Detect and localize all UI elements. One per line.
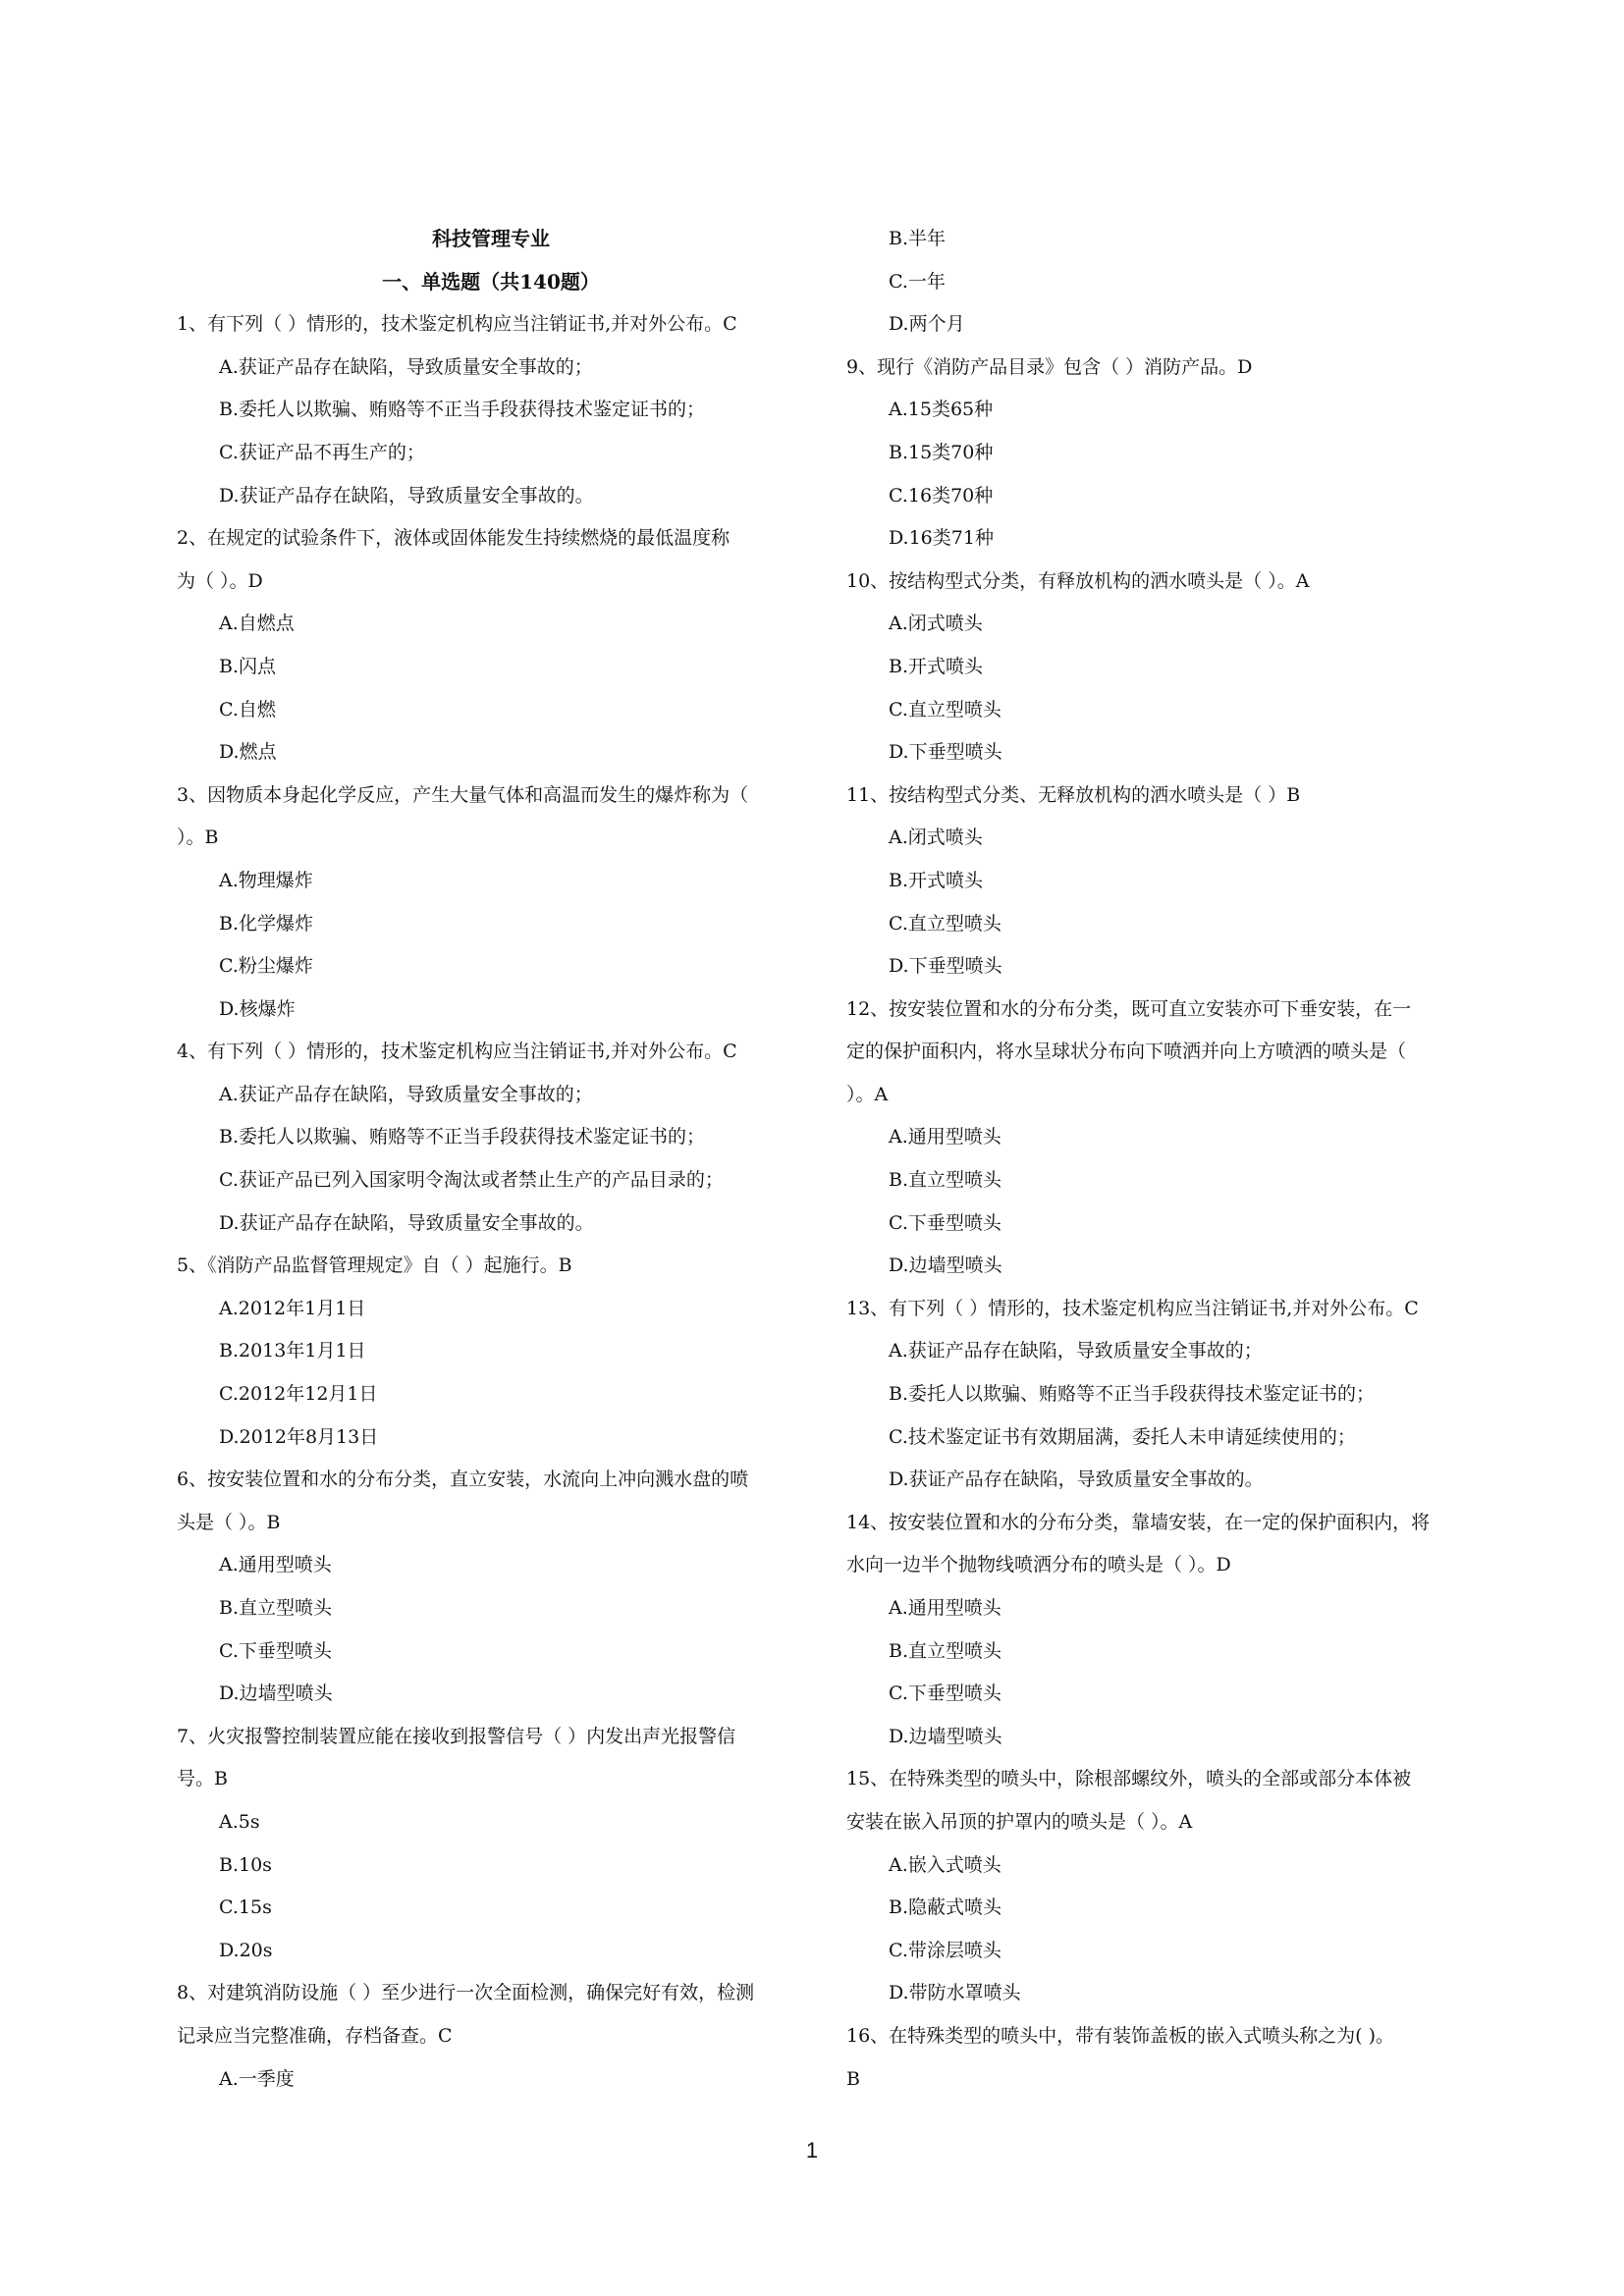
answer-option: B.闪点 — [219, 655, 277, 677]
question-text: B — [846, 2067, 860, 2090]
question-text: 头是（ ）。B — [177, 1511, 281, 1533]
question-text: 水向一边半个抛物线喷洒分布的喷头是（ ）。D — [846, 1554, 1231, 1576]
answer-option: A.通用型喷头 — [889, 1126, 1001, 1148]
answer-option: D.边墙型喷头 — [889, 1725, 1002, 1747]
answer-option: A.一季度 — [219, 2067, 295, 2090]
question-text: 为（ ）。D — [177, 569, 263, 592]
question-text: 定的保护面积内，将水呈球状分布向下喷洒并向上方喷洒的喷头是（ — [846, 1041, 1407, 1063]
answer-option: A.自燃点 — [219, 613, 295, 635]
answer-option: A.通用型喷头 — [219, 1554, 332, 1576]
question-text: ）。A — [846, 1083, 889, 1105]
answer-option: C.一年 — [889, 270, 946, 293]
answer-option: C.下垂型喷头 — [889, 1682, 1001, 1705]
answer-option: B.委托人以欺骗、贿赂等不正当手段获得技术鉴定证书的； — [219, 399, 706, 421]
question-text: 3、因物质本身起化学反应，产生大量气体和高温而发生的爆炸称为（ — [177, 783, 749, 806]
answer-option: B.直立型喷头 — [889, 1639, 1002, 1662]
answer-option: B.委托人以欺骗、贿赂等不正当手段获得技术鉴定证书的； — [219, 1126, 706, 1148]
section-title: 科技管理专业 — [432, 227, 550, 250]
answer-option: D.两个月 — [889, 313, 965, 336]
question-text: 16、在特殊类型的喷头中，带有装饰盖板的嵌入式喷头称之为( )。 — [846, 2024, 1395, 2047]
answer-option: B.直立型喷头 — [219, 1597, 333, 1619]
answer-option: C.自燃 — [219, 698, 276, 721]
question-text: 7、火灾报警控制装置应能在接收到报警信号（ ）内发出声光报警信 — [177, 1725, 736, 1747]
answer-option: A.15类65种 — [889, 399, 994, 421]
answer-option: A.物理爆炸 — [219, 869, 313, 891]
answer-option: D.边墙型喷头 — [219, 1682, 333, 1705]
answer-option: B.15类70种 — [889, 441, 994, 463]
answer-option: B.开式喷头 — [889, 869, 984, 891]
question-text: 14、按安装位置和水的分布分类，靠墙安装，在一定的保护面积内，将 — [846, 1511, 1431, 1533]
right-column — [846, 218, 1475, 2101]
answer-option: C.直立型喷头 — [889, 698, 1001, 721]
left-column — [177, 218, 805, 2101]
answer-option: B.10s — [219, 1853, 272, 1876]
answer-option: D.核爆炸 — [219, 997, 296, 1020]
question-text: 5、《消防产品监督管理规定》自（ ）起施行。B — [177, 1255, 572, 1277]
question-text: 13、有下列（ ）情形的，技术鉴定机构应当注销证书,并对外公布。C — [846, 1297, 1419, 1319]
question-text: 15、在特殊类型的喷头中，除根部螺纹外，喷头的全部或部分本体被 — [846, 1768, 1412, 1790]
question-text: 1、有下列（ ）情形的，技术鉴定机构应当注销证书,并对外公布。C — [177, 313, 737, 336]
answer-option: D.下垂型喷头 — [889, 955, 1002, 978]
question-text: 4、有下列（ ）情形的，技术鉴定机构应当注销证书,并对外公布。C — [177, 1041, 737, 1063]
answer-option: C.获证产品不再生产的； — [219, 441, 425, 463]
question-text: 9、现行《消防产品目录》包含（ ）消防产品。D — [846, 355, 1253, 378]
question-text: 6、按安装位置和水的分布分类，直立安装，水流向上冲向溅水盘的喷 — [177, 1468, 749, 1491]
answer-option: A.获证产品存在缺陷，导致质量安全事故的； — [219, 1083, 593, 1105]
answer-option: C.下垂型喷头 — [219, 1639, 332, 1662]
answer-option: C.粉尘爆炸 — [219, 955, 313, 978]
question-text: 记录应当完整准确，存档备查。C — [177, 2024, 453, 2047]
answer-option: C.下垂型喷头 — [889, 1211, 1001, 1234]
answer-option: B.隐蔽式喷头 — [889, 1896, 1002, 1919]
answer-option: D.20s — [219, 1939, 273, 1961]
answer-option: B.2013年1月1日 — [219, 1340, 366, 1362]
answer-option: B.化学爆炸 — [219, 912, 314, 934]
answer-option: A.通用型喷头 — [889, 1597, 1001, 1619]
question-text: 号。B — [177, 1768, 228, 1790]
question-text: ）。B — [177, 827, 219, 849]
question-text: 安装在嵌入吊顶的护罩内的喷头是（ ）。A — [846, 1810, 1193, 1833]
answer-option: A.嵌入式喷头 — [889, 1853, 1001, 1876]
answer-option: A.获证产品存在缺陷，导致质量安全事故的； — [889, 1340, 1263, 1362]
question-text: 8、对建筑消防设施（ ）至少进行一次全面检测，确保完好有效，检测 — [177, 1982, 755, 2004]
answer-option: D.获证产品存在缺陷，导致质量安全事故的。 — [219, 1211, 594, 1234]
answer-option: C.16类70种 — [889, 484, 994, 507]
answer-option: A.闭式喷头 — [889, 613, 983, 635]
question-text: 2、在规定的试验条件下，液体或固体能发生持续燃烧的最低温度称 — [177, 527, 731, 550]
answer-option: D.边墙型喷头 — [889, 1255, 1002, 1277]
answer-option: A.闭式喷头 — [889, 827, 983, 849]
question-text: 10、按结构型式分类，有释放机构的洒水喷头是（ ）。A — [846, 569, 1310, 592]
answer-option: D.下垂型喷头 — [889, 741, 1002, 764]
answer-option: B.直立型喷头 — [889, 1169, 1002, 1192]
answer-option: A.5s — [219, 1810, 260, 1833]
answer-option: C.直立型喷头 — [889, 912, 1001, 934]
answer-option: C.获证产品已列入国家明令淘汰或者禁止生产的产品目录的； — [219, 1169, 724, 1192]
answer-option: D.2012年8月13日 — [219, 1425, 379, 1448]
answer-option: D.获证产品存在缺陷，导致质量安全事故的。 — [889, 1468, 1264, 1491]
section-title: 一、单选题（共140题） — [382, 269, 600, 294]
answer-option: C.2012年12月1日 — [219, 1383, 378, 1406]
answer-option: B.半年 — [889, 228, 947, 249]
answer-option: C.技术鉴定证书有效期届满，委托人未申请延续使用的； — [889, 1425, 1356, 1448]
page-number: 1 — [805, 2138, 819, 2163]
answer-option: D.获证产品存在缺陷，导致质量安全事故的。 — [219, 484, 594, 507]
answer-option: A.获证产品存在缺陷，导致质量安全事故的； — [219, 355, 593, 378]
answer-option: C.带涂层喷头 — [889, 1939, 1001, 1961]
answer-option: A.2012年1月1日 — [219, 1297, 366, 1319]
question-text: 11、按结构型式分类、无释放机构的洒水喷头是（ ）B — [846, 783, 1301, 806]
answer-option: C.15s — [219, 1896, 272, 1919]
answer-option: B.委托人以欺骗、贿赂等不正当手段获得技术鉴定证书的； — [889, 1383, 1376, 1406]
answer-option: D.燃点 — [219, 741, 277, 764]
question-text: 12、按安装位置和水的分布分类，既可直立安装亦可下垂安装，在一 — [846, 997, 1412, 1020]
answer-option: D.16类71种 — [889, 527, 994, 550]
answer-option: D.带防水罩喷头 — [889, 1982, 1021, 2004]
answer-option: B.开式喷头 — [889, 655, 984, 677]
